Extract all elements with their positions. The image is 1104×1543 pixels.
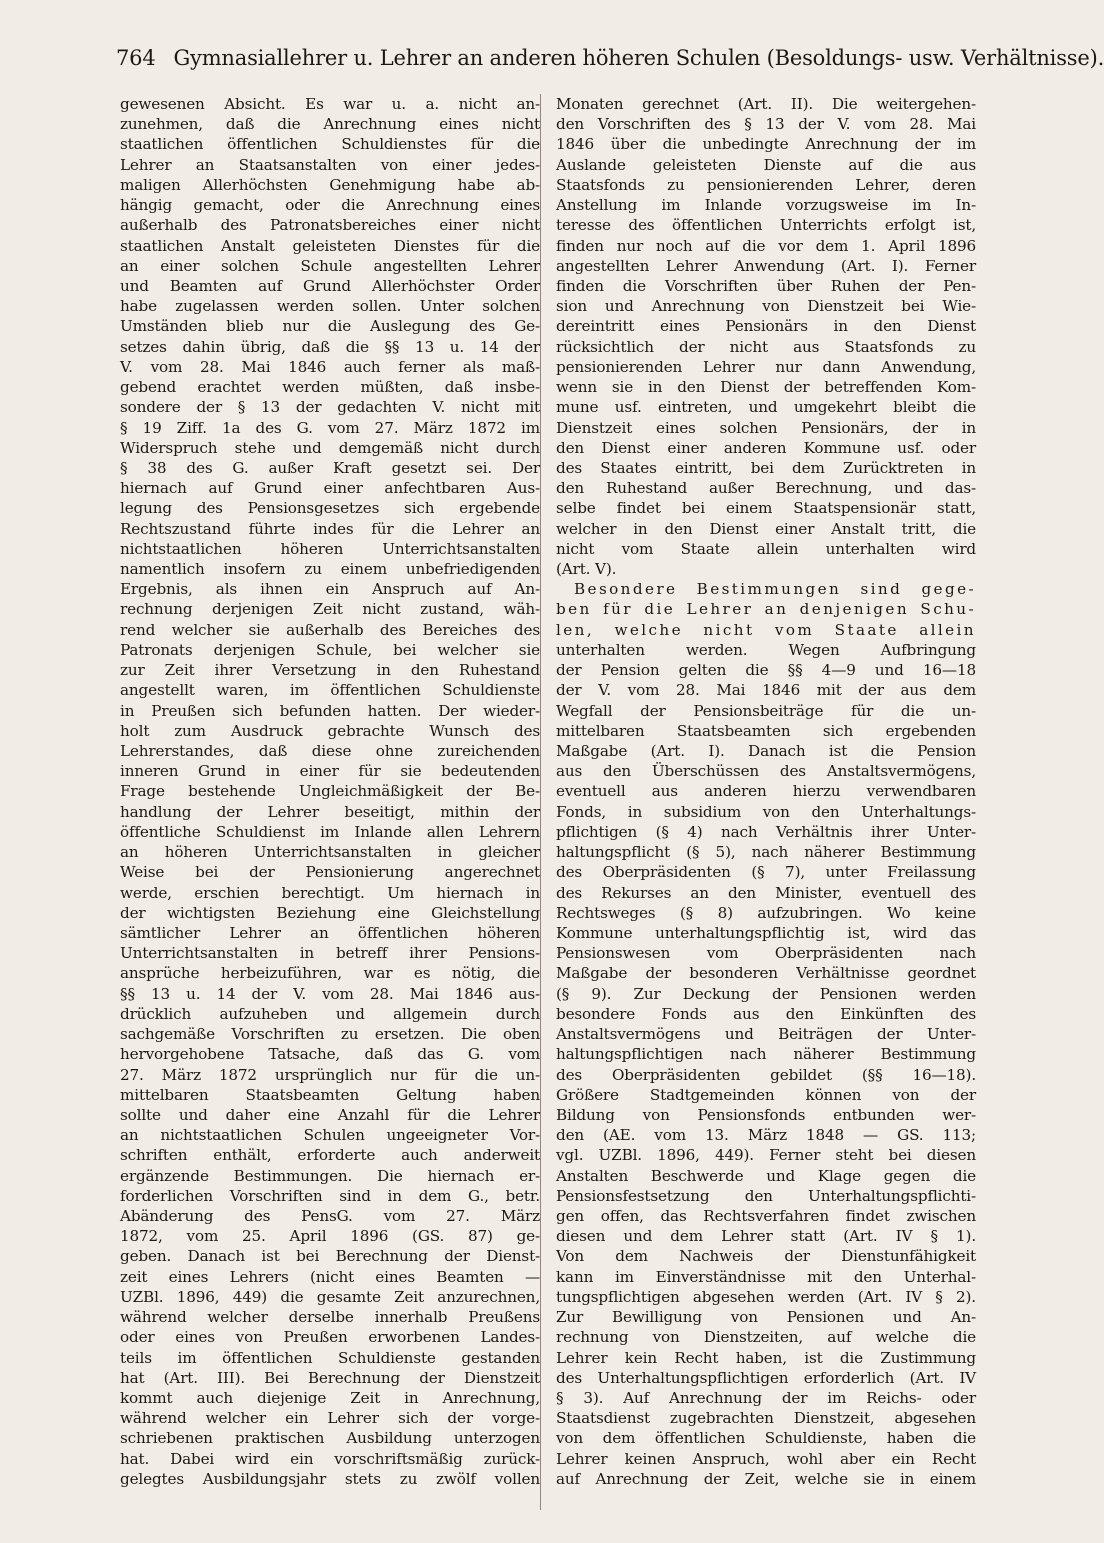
text-line: tungspflichtigen abgesehen werden (Art. IV § 2). [556,1287,976,1306]
text-line: sachgemäße Vorschriften zu ersetzen. Die oben [120,1025,540,1044]
text-line: hängig gemacht, oder die Anrechnung eines [120,196,540,215]
text-line: nichtstaatlichen höheren Unterrichtsanstalten [120,539,540,558]
text-line: Staatsfonds zu pensionierenden Lehrer, deren [556,175,976,194]
text-line: Pensionsfestsetzung den Unterhaltungspflichti- [556,1186,976,1205]
text-line: in Preußen sich befunden hatten. Der wieder- [120,701,540,720]
text-line: Von dem Nachweis der Dienstunfähigkeit [556,1247,976,1266]
text-line: öffentliche Schuldienst im Inlande allen Lehrern [120,822,540,841]
running-title: Gymnasiallehrer u. Lehrer an anderen höheren Schulen (Besoldungs- usw. Verhältnisse). [173,46,1104,70]
text-line: inneren Grund in einer für sie bedeutenden [120,762,540,781]
text-line: gebend erachtet werden müßten, daß insbe- [120,378,540,397]
text-line: während welcher derselbe innerhalb Preußens [120,1308,540,1327]
text-line: zunehmen, daß die Anrechnung eines nicht [120,115,540,134]
text-line: §§ 13 u. 14 der V. vom 28. Mai 1846 aus- [120,984,540,1003]
text-line: § 38 des G. außer Kraft gesetzt sei. Der [120,458,540,477]
column-divider [540,94,541,1510]
text-line: besondere Fonds aus den Einkünften des [556,1004,976,1023]
text-line: Dienstzeit eines solchen Pensionärs, der in [556,418,976,437]
text-line: UZBl. 1896, 449) die gesamte Zeit anzurechnen, [120,1287,540,1306]
text-line: staatlichen öffentlichen Schuldienstes für die [120,135,540,154]
text-line: mittelbaren Staatsbeamten sich ergebenden [556,721,976,740]
text-line: zur Zeit ihrer Versetzung in den Ruhestand [120,661,540,680]
text-line: diesen und dem Lehrer statt (Art. IV § 1). [556,1227,976,1246]
text-line: Wegfall der Pensionsbeiträge für die un- [556,701,976,720]
text-line: und Beamten auf Grund Allerhöchster Order [120,276,540,295]
text-line: an einer solchen Schule angestellten Lehrer [120,256,540,275]
text-line: vgl. UZBl. 1896, 449). Ferner steht bei diesen [556,1146,976,1165]
text-line: hat. Dabei wird ein vorschriftsmäßig zurück- [120,1449,540,1468]
text-line: außerhalb des Patronatsbereiches einer nicht [120,216,540,235]
text-line: Ergebnis, als ihnen ein Anspruch auf An- [120,580,540,599]
text-line: sondere der § 13 der gedachten V. nicht mit [120,398,540,417]
text-line: Anstellung im Inlande vorzugsweise im In- [556,196,976,215]
text-line: an höheren Unterrichtsanstalten in gleicher [120,843,540,862]
text-line: forderlichen Vorschriften sind in dem G., betr. [120,1186,540,1205]
text-line: den Dienst einer anderen Kommune usf. oder [556,438,976,457]
text-line: 1872, vom 25. April 1896 (GS. 87) ge- [120,1227,540,1246]
text-line: Frage bestehende Ungleichmäßigkeit der Be- [120,782,540,801]
text-line: eventuell aus anderen hierzu verwendbaren [556,782,976,801]
text-line: Anstaltsvermögens und Beiträgen der Unter- [556,1025,976,1044]
text-line: wenn sie in den Dienst der betreffenden Kom- [556,378,976,397]
text-line: gewesenen Absicht. Es war u. a. nicht an- [120,95,540,113]
text-line: dereintritt eines Pensionärs in den Dienst [556,317,976,336]
text-line: Auslande geleisteten Dienste auf die aus [556,155,976,174]
text-line: 27. März 1872 ursprünglich nur für die un- [120,1065,540,1084]
text-line: teresse des öffentlichen Unterrichts erfolgt ist, [556,216,976,235]
text-line: 1846 über die unbedingte Anrechnung der im [556,135,976,154]
text-line: Rechtszustand führte indes für die Lehrer an [120,519,540,538]
text-line: § 3). Auf Anrechnung der im Reichs- oder [556,1389,976,1407]
text-line: setzes dahin übrig, daß die §§ 13 u. 14 der [120,337,540,356]
text-line: Monaten gerechnet (Art. II). Die weitergehen- [556,95,976,113]
text-line: staatlichen Anstalt geleisteten Dienstes für die [120,236,540,255]
text-line: rechnung von Dienstzeiten, auf welche die [556,1328,976,1347]
text-line: Maßgabe (Art. I). Danach ist die Pension [556,742,976,760]
left-text-column [120,94,540,1489]
text-line: holt zum Ausdruck gebrachte Wunsch des [120,721,540,740]
text-line: kann im Einverständnisse mit den Unterhal- [556,1267,976,1286]
text-line: während welcher ein Lehrer sich der vorge- [120,1409,540,1428]
text-line: maligen Allerhöchsten Genehmigung habe ab- [120,175,540,194]
page-number: 764 [116,46,156,70]
text-line: sollte und daher eine Anzahl für die Lehrer [120,1105,540,1124]
text-line: hervorgehobene Tatsache, daß das G. vom [120,1045,540,1064]
text-line: den (AE. vom 13. März 1848 — GS. 113; [556,1126,976,1145]
text-line: Bildung von Pensionsfonds entbunden wer- [556,1105,976,1124]
text-line: Lehrer keinen Anspruch, wohl aber ein Recht [556,1449,976,1468]
text-line: Lehrer an Staatsanstalten von einer jedes- [120,155,540,174]
text-line: Umständen blieb nur die Auslegung des Ge- [120,317,540,336]
text-line: Maßgabe der besonderen Verhältnisse geordnet [556,964,976,983]
text-line: sion und Anrechnung von Dienstzeit bei Wie- [556,297,976,316]
text-line: mune usf. eintreten, und umgekehrt bleibt die [556,398,976,417]
text-line: Lehrerstandes, daß diese ohne zureichenden [120,742,540,760]
right-text-column [556,94,976,1489]
page-header [116,38,1104,78]
text-line: Abänderung des PensG. vom 27. März [120,1207,540,1226]
text-line: den Vorschriften des § 13 der V. vom 28. Mai [556,115,976,134]
text-line: des Unterhaltungspflichtigen erforderlich (Art. IV [556,1368,976,1387]
text-line: selbe findet bei einem Staatspensionär statt, [556,499,976,518]
text-line: V. vom 28. Mai 1846 auch ferner als maß- [120,357,540,376]
text-line: hat (Art. III). Bei Berechnung der Dienstzeit [120,1368,540,1387]
text-line: rücksichtlich der nicht aus Staatsfonds zu [556,337,976,356]
text-line: (Art. V). [556,560,617,579]
text-line: schriften enthält, erforderte auch anderweit [120,1146,540,1165]
text-line: schriebenen praktischen Ausbildung unterzogen [120,1429,540,1448]
text-line: des Oberpräsidenten (§ 7), unter Freilassung [556,863,976,882]
text-line: haltungspflicht (§ 5), nach näherer Bestimmung [556,843,976,862]
text-line: haltungspflichtigen nach näherer Bestimmung [556,1045,976,1064]
text-line: (§ 9). Zur Deckung der Pensionen werden [556,984,976,1003]
text-line: ben für die Lehrer an denjenigen Schu- [556,600,976,619]
text-line: rechnung derjenigen Zeit nicht zustand, wäh- [120,600,540,619]
text-line: Besondere Bestimmungen sind gege- [574,580,976,599]
text-line: handlung der Lehrer beseitigt, mithin der [120,802,540,821]
text-line: angestellten Lehrer Anwendung (Art. I). Ferner [556,256,976,275]
text-line: geben. Danach ist bei Berechnung der Dienst- [120,1247,540,1266]
text-line: Widerspruch stehe und demgemäß nicht durch [120,438,540,457]
text-line: des Oberpräsidenten gebildet (§§ 16—18). [556,1065,976,1084]
text-line: len, welche nicht vom Staate allein [556,620,976,639]
text-line: rend welcher sie außerhalb des Bereiches des [120,620,540,639]
text-line: Pensionswesen vom Oberpräsidenten nach [556,944,976,963]
text-line: ansprüche herbeizuführen, war es nötig, die [120,964,540,983]
text-line: werde, erschien berechtigt. Um hiernach in [120,883,540,902]
text-line: Kommune unterhaltungspflichtig ist, wird das [556,923,976,942]
text-line: mittelbaren Staatsbeamten Geltung haben [120,1085,540,1104]
text-line: Patronats derjenigen Schule, bei welcher sie [120,640,540,659]
text-line: pensionierenden Lehrer nur dann Anwendung, [556,357,976,376]
text-line: von dem öffentlichen Schuldienste, haben die [556,1429,976,1448]
text-line: zeit eines Lehrers (nicht eines Beamten — [120,1267,540,1286]
text-line: der V. vom 28. Mai 1846 mit der aus dem [556,681,976,700]
text-line: teils im öffentlichen Schuldienste gestanden [120,1348,540,1367]
text-line: Fonds, in subsidium von den Unterhaltungs- [556,802,976,821]
text-line: Zur Bewilligung von Pensionen und An- [556,1308,976,1327]
text-line: des Staates eintritt, bei dem Zurücktreten in [556,458,976,477]
text-line: Größere Stadtgemeinden können von der [556,1085,976,1104]
text-line: oder eines von Preußen erworbenen Landes- [120,1328,540,1347]
text-line: habe zugelassen werden sollen. Unter solchen [120,297,540,316]
text-line: ergänzende Bestimmungen. Die hiernach er- [120,1166,540,1185]
text-line: angestellt waren, im öffentlichen Schuldienste [120,681,540,700]
text-line: nicht vom Staate allein unterhalten wird [556,539,976,558]
text-line: finden nur noch auf die vor dem 1. April 1896 [556,236,976,255]
text-line: finden die Vorschriften über Ruhen der Pen- [556,276,976,295]
text-line: Rechtsweges (§ 8) aufzubringen. Wo keine [556,903,976,922]
text-line: welcher in den Dienst einer Anstalt tritt, die [556,519,976,538]
text-line: legung des Pensionsgesetzes sich ergebende [120,499,540,518]
text-line: gen offen, das Rechtsverfahren findet zwischen [556,1207,976,1226]
text-line: sämtlicher Lehrer an öffentlichen höheren [120,923,540,942]
text-line: pflichtigen (§ 4) nach Verhältnis ihrer Unter- [556,822,976,841]
text-line: Unterrichtsanstalten in betreff ihrer Pensions- [120,944,540,963]
text-line: der Pension gelten die §§ 4—9 und 16—18 [556,661,976,680]
text-line: drücklich aufzuheben und allgemein durch [120,1004,540,1023]
text-line: Anstalten Beschwerde und Klage gegen die [556,1166,976,1185]
text-line: gelegtes Ausbildungsjahr stets zu zwölf vollen [120,1469,540,1488]
text-line: § 19 Ziff. 1a des G. vom 27. März 1872 im [120,418,540,437]
text-line: der wichtigsten Beziehung eine Gleichstellung [120,903,540,922]
text-line: hiernach auf Grund einer anfechtbaren Aus- [120,479,540,498]
text-line: des Rekurses an den Minister, eventuell des [556,883,976,902]
text-line: auf Anrechnung der Zeit, welche sie in einem [556,1469,976,1488]
text-line: unterhalten werden. Wegen Aufbringung [556,640,976,659]
text-line: kommt auch diejenige Zeit in Anrechnung, [120,1389,540,1407]
text-line: an nichtstaatlichen Schulen ungeeigneter Vor- [120,1126,540,1145]
text-line: den Ruhestand außer Berechnung, und das- [556,479,976,498]
text-line: Staatsdienst zugebrachten Dienstzeit, abgesehen [556,1409,976,1428]
text-line: Lehrer kein Recht haben, ist die Zustimmung [556,1348,976,1367]
text-line: Weise bei der Pensionierung angerechnet [120,863,540,882]
text-line: namentlich insofern zu einem unbefriedigenden [120,560,540,579]
text-line: aus den Überschüssen des Anstaltsvermögens, [556,762,976,781]
